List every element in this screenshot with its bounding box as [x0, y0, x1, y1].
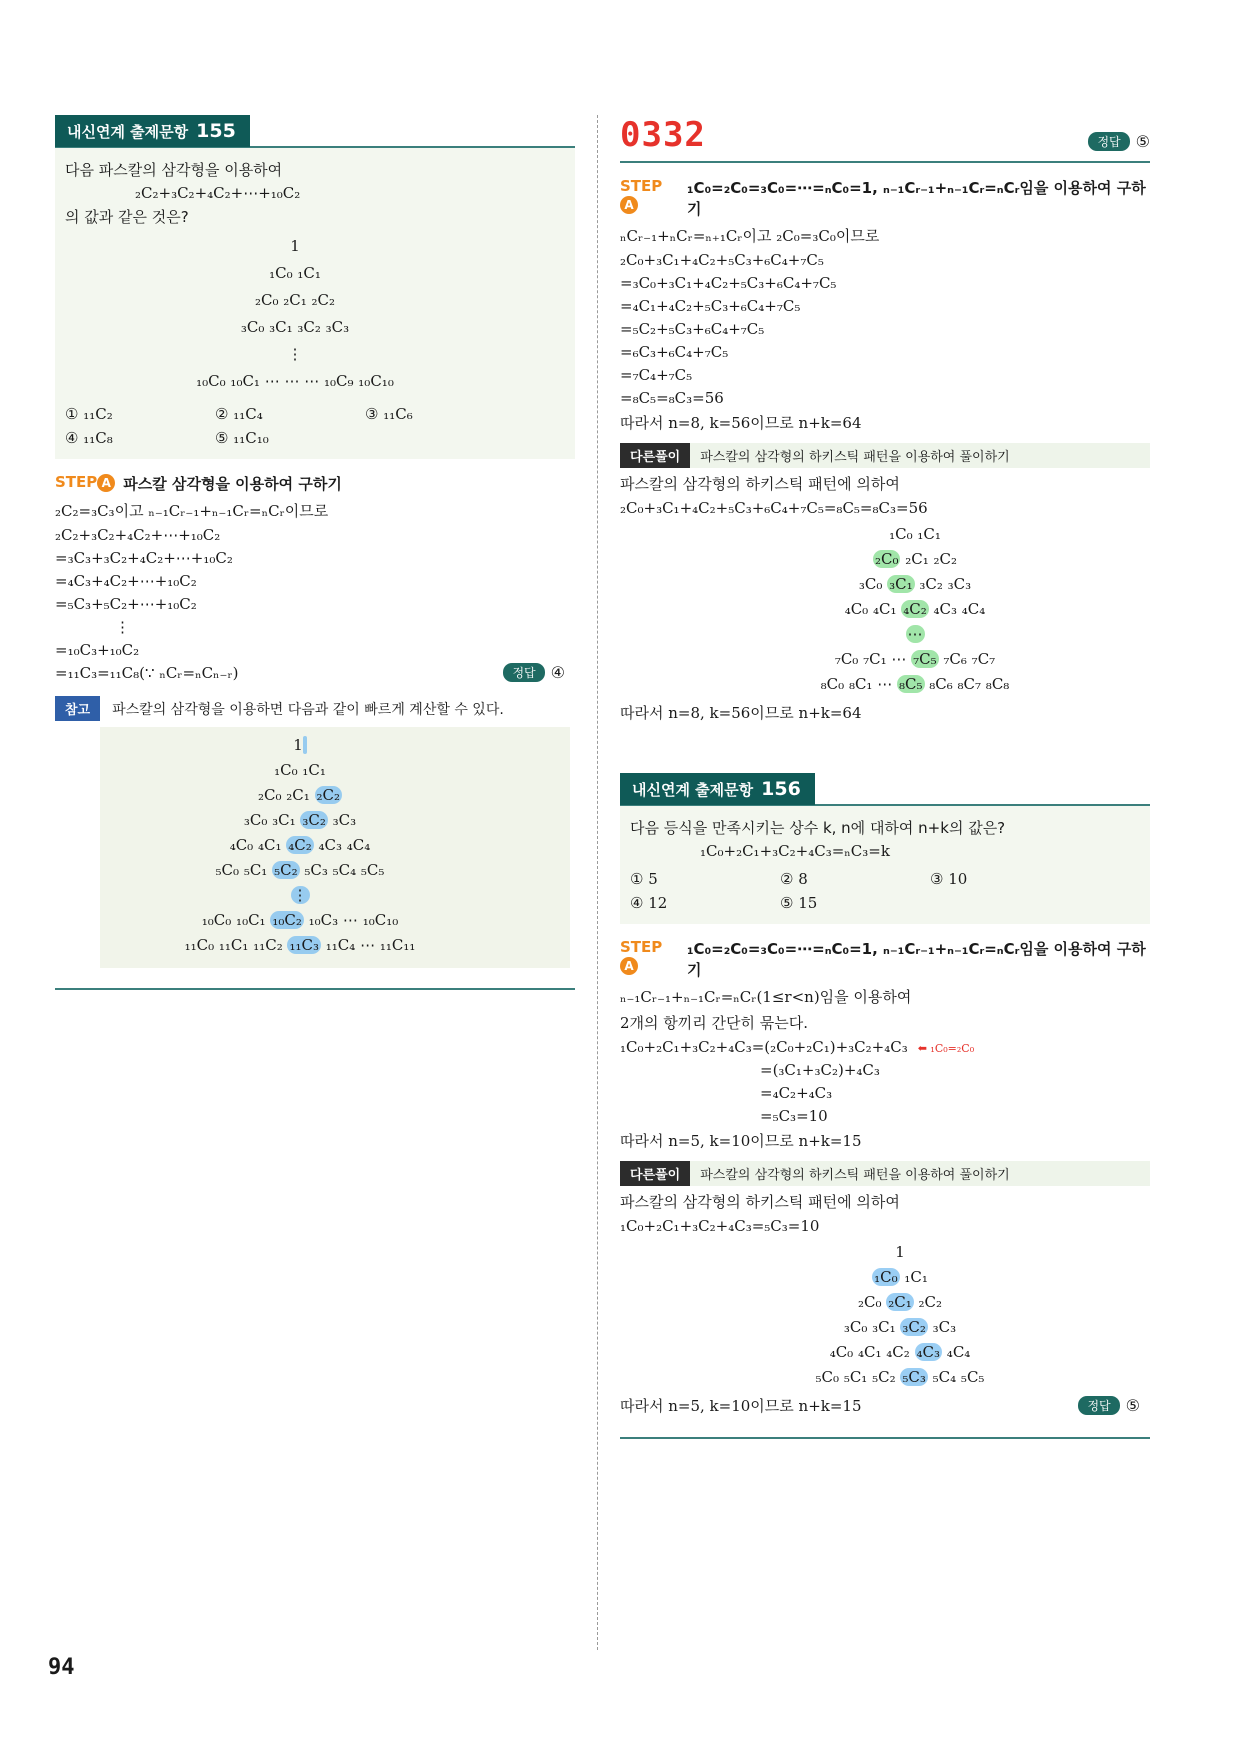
- triangle-row: 1: [895, 1243, 905, 1261]
- solution-line: ₂C₀+₃C₁+₄C₂+₅C₃+₆C₄+₇C₅: [620, 251, 824, 269]
- triangle-row: ₅C₀ ₅C₁ ₅C₂ ₅C₃ ₅C₄ ₅C₅: [815, 1368, 985, 1386]
- solution-line: =₄C₂+₄C₃: [760, 1084, 833, 1102]
- problem-155: [55, 115, 575, 459]
- solution-header: [620, 115, 1150, 163]
- triangle-row: ₄C₀ ₄C₁ ₄C₂ ₄C₃ ₄C₄: [229, 836, 371, 854]
- reference-box: [100, 727, 570, 968]
- triangle-row: ₃C₀ ₃C₁ ₃C₂ ₃C₃: [858, 575, 972, 593]
- triangle-row: ⋮: [292, 886, 308, 904]
- alternate-title: 파스칼의 삼각형의 하키스틱 패턴을 이용하여 풀이하기: [700, 450, 1010, 465]
- solution-number: 0332: [620, 115, 706, 155]
- step-tag: STEP A: [55, 473, 115, 494]
- reference-tag: 참고: [55, 696, 100, 721]
- solution-line: ₂C₂=₃C₃이고 ₙ₋₁Cᵣ₋₁+ₙ₋₁Cᵣ=ₙCᵣ이므로: [55, 502, 329, 520]
- question-line: 다음 파스칼의 삼각형을 이용하여: [65, 161, 283, 179]
- problem-banner: [620, 773, 815, 805]
- section-end-rule: [620, 1437, 1150, 1439]
- triangle-row: ₈C₀ ₈C₁ ⋯ ₈C₅ ₈C₆ ₈C₇ ₈C₈: [820, 675, 1010, 693]
- triangle-row: ₁C₀ ₁C₁: [889, 525, 941, 543]
- step-tag: STEPA: [620, 938, 663, 973]
- choice-list: [630, 870, 1140, 912]
- triangle-row: ₄C₀ ₄C₁ ₄C₂ ₄C₃ ₄C₄: [844, 600, 986, 618]
- choice-5[interactable]: ⑤ 15: [780, 894, 818, 912]
- solution-line: =₈C₅=₈C₃=56: [620, 389, 724, 407]
- problem-box: [55, 148, 575, 459]
- step-heading: [620, 938, 1150, 980]
- answer-badge: 정답: [503, 663, 544, 682]
- triangle-row: ₁C₀ ₁C₁: [874, 1268, 928, 1286]
- solution-line: 따라서 n=8, k=56이므로 n+k=64: [620, 704, 862, 722]
- choice-5[interactable]: ⑤ ₁₁C₁₀: [215, 429, 269, 447]
- banner-number: 155: [196, 120, 236, 142]
- triangle-row: 1: [100, 733, 500, 758]
- solution-line: 파스칼의 삼각형의 하키스틱 패턴에 의하여: [620, 475, 900, 493]
- alternate-tag: 다른풀이: [620, 1161, 690, 1186]
- triangle-row: ₃C₀ ₃C₁ ₃C₂ ₃C₃: [240, 318, 350, 336]
- triangle-row: ₂C₀ ₂C₁ ₂C₂: [257, 786, 341, 804]
- triangle-row: ₂C₀ ₂C₁ ₂C₂: [857, 1293, 943, 1311]
- reference-text: 파스칼의 삼각형을 이용하면 다음과 같이 빠르게 계산할 수 있다.: [112, 701, 504, 718]
- solution-line: =₅C₃=10: [760, 1107, 828, 1125]
- triangle-row: ⋮: [287, 345, 303, 363]
- question-line: 다음 등식을 만족시키는 상수 k, n에 대하여 n+k의 값은?: [630, 819, 1006, 837]
- triangle-row: ₃C₀ ₃C₁ ₃C₂ ₃C₃: [843, 1318, 957, 1336]
- triangle-row: ₅C₀ ₅C₁ ₅C₂ ₅C₃ ₅C₄ ₅C₅: [215, 861, 385, 879]
- triangle-row: 1: [290, 237, 300, 255]
- alternate-title: 파스칼의 삼각형의 하키스틱 패턴을 이용하여 풀이하기: [700, 1168, 1010, 1183]
- choice-3[interactable]: ③ ₁₁C₆: [365, 405, 413, 423]
- triangle-row: ₇C₀ ₇C₁ ⋯ ₇C₅ ₇C₆ ₇C₇: [834, 650, 996, 668]
- side-note: ⬅ ₁C₀=₂C₀: [917, 1042, 975, 1055]
- problem-box: [620, 806, 1150, 924]
- banner-label: 내신연계 출제문항: [632, 780, 754, 799]
- step-heading: [55, 473, 575, 494]
- solution: [55, 500, 575, 682]
- step-title: ₁C₀=₂C₀=₃C₀=⋯=ₙC₀=1, ₙ₋₁Cᵣ₋₁+ₙ₋₁Cᵣ=ₙCᵣ임을 이용하여 구하기: [686, 940, 1146, 979]
- solution-line: 따라서 n=5, k=10이므로 n+k=15: [620, 1397, 862, 1415]
- solution-line: =(₃C₁+₃C₂)+₄C₃: [760, 1061, 880, 1079]
- reference-triangle: [100, 733, 570, 958]
- pascal-triangle: [65, 233, 565, 395]
- banner-number: 156: [761, 778, 801, 800]
- solution-line: =₃C₃+₃C₂+₄C₂+⋯+₁₀C₂: [55, 549, 233, 567]
- step-title: ₁C₀=₂C₀=₃C₀=⋯=ₙC₀=1, ₙ₋₁Cᵣ₋₁+ₙ₋₁Cᵣ=ₙCᵣ임을 이용하여 구하기: [686, 179, 1146, 218]
- step-title: 파스칼 삼각형을 이용하여 구하기: [123, 475, 342, 493]
- triangle-row: ₃C₀ ₃C₁ ₃C₂ ₃C₃: [243, 811, 357, 829]
- triangle-row: ₁C₀ ₁C₁: [269, 264, 321, 282]
- answer-row: [1088, 132, 1150, 151]
- solution-line: =₃C₀+₃C₁+₄C₂+₅C₃+₆C₄+₇C₅: [620, 274, 837, 292]
- solution-line: ₙ₋₁Cᵣ₋₁+ₙ₋₁Cᵣ=ₙCᵣ(1≤r<n)임을 이용하여: [620, 988, 912, 1006]
- section-end-rule: [55, 988, 575, 990]
- step-tag: STEPA: [620, 177, 663, 212]
- triangle-row: ₂C₀ ₂C₁ ₂C₂: [254, 291, 336, 309]
- solution-line: =₁₁C₃=₁₁C₈(∵ ₙCᵣ=ₙCₙ₋ᵣ): [55, 664, 239, 682]
- question-formula: ₁C₀+₂C₁+₃C₂+₄C₃=ₙC₃=k: [700, 842, 890, 860]
- triangle-row: ₁₀C₀ ₁₀C₁ ₁₀C₂ ₁₀C₃ ⋯ ₁₀C₁₀: [201, 911, 399, 929]
- choice-list: [65, 405, 565, 447]
- column-divider: [597, 115, 598, 1650]
- triangle-row: ₁₀C₀ ₁₀C₁ ⋯ ⋯ ⋯ ₁₀C₉ ₁₀C₁₀: [196, 372, 394, 390]
- solution-line: ₁C₀+₂C₁+₃C₂+₄C₃=₅C₃=10: [620, 1217, 820, 1235]
- step-heading: [620, 177, 1150, 219]
- problem-banner: [55, 115, 250, 147]
- page-number: 94: [48, 1655, 75, 1680]
- choice-1[interactable]: ① ₁₁C₂: [65, 405, 113, 423]
- choice-4[interactable]: ④ 12: [630, 894, 668, 912]
- alternate-solution-heading: [620, 443, 1150, 468]
- choice-4[interactable]: ④ ₁₁C₈: [65, 429, 113, 447]
- solution-line: =₅C₃+₅C₂+⋯+₁₀C₂: [55, 595, 197, 613]
- answer-value: ④: [550, 663, 565, 682]
- question-line: 의 값과 같은 것은?: [65, 208, 189, 226]
- triangle-row: ₁C₀ ₁C₁: [274, 761, 326, 779]
- alternate-tag: 다른풀이: [620, 443, 690, 468]
- question-formula: ₂C₂+₃C₂+₄C₂+⋯+₁₀C₂: [135, 184, 301, 202]
- triangle-row: ₁₁C₀ ₁₁C₁ ₁₁C₂ ₁₁C₃ ₁₁C₄ ⋯ ₁₁C₁₁: [184, 936, 416, 954]
- solution-line: ₂C₀+₃C₁+₄C₂+₅C₃+₆C₄+₇C₅=₈C₅=₈C₃=56: [620, 499, 928, 517]
- solution-line: ₁C₀+₂C₁+₃C₂+₄C₃=(₂C₀+₂C₁)+₃C₂+₄C₃ ⬅ ₁C₀=₂C₀: [620, 1038, 975, 1056]
- triangle-row: ⋯: [907, 625, 923, 643]
- answer-value: ⑤: [1135, 132, 1150, 151]
- problem-156: [620, 773, 1150, 924]
- answer-badge: 정답: [1088, 132, 1129, 151]
- solution-line: ₂C₂+₃C₂+₄C₂+⋯+₁₀C₂: [55, 526, 221, 544]
- solution-line: ⋮: [115, 618, 130, 636]
- triangle-row: ₂C₀ ₂C₁ ₂C₂: [874, 550, 958, 568]
- solution-line: 따라서 n=8, k=56이므로 n+k=64: [620, 414, 862, 432]
- solution-line: =₇C₄+₇C₅: [620, 366, 693, 384]
- hockey-stick-triangle: [620, 522, 1150, 697]
- solution-line: 따라서 n=5, k=10이므로 n+k=15: [620, 1132, 862, 1150]
- choice-2[interactable]: ② ₁₁C₄: [215, 405, 263, 423]
- choice-1[interactable]: ① 5: [630, 870, 658, 888]
- hockey-stick-triangle: [620, 1240, 1150, 1390]
- banner-label: 내신연계 출제문항: [67, 122, 189, 141]
- solution-line: 2개의 항끼리 간단히 묶는다.: [620, 1014, 809, 1032]
- reference-heading: [55, 696, 575, 721]
- left-column: [55, 115, 575, 990]
- answer-row: [1078, 1396, 1140, 1415]
- solution-line: =₄C₁+₄C₂+₅C₃+₆C₄+₇C₅: [620, 297, 801, 315]
- final-row: [620, 1390, 1150, 1421]
- solution-line: =₄C₃+₄C₂+⋯+₁₀C₂: [55, 572, 197, 590]
- alternate-solution-heading: [620, 1161, 1150, 1186]
- answer-badge: 정답: [1078, 1396, 1119, 1415]
- solution-line: =₅C₂+₅C₃+₆C₄+₇C₅: [620, 320, 765, 338]
- right-column: [620, 115, 1150, 1439]
- solution-line: ₙCᵣ₋₁+ₙCᵣ=ₙ₊₁Cᵣ이고 ₂C₀=₃C₀이므로: [620, 227, 880, 245]
- solution-line: =₆C₃+₆C₄+₇C₅: [620, 343, 729, 361]
- solution-line: 파스칼의 삼각형의 하키스틱 패턴에 의하여: [620, 1193, 900, 1211]
- answer-value: ⑤: [1125, 1396, 1140, 1415]
- solution: [620, 225, 1150, 433]
- solution-line: =₁₀C₃+₁₀C₂: [55, 641, 140, 659]
- triangle-row: ₄C₀ ₄C₁ ₄C₂ ₄C₃ ₄C₄: [829, 1343, 971, 1361]
- choice-2[interactable]: ② 8: [780, 870, 808, 888]
- choice-3[interactable]: ③ 10: [930, 870, 968, 888]
